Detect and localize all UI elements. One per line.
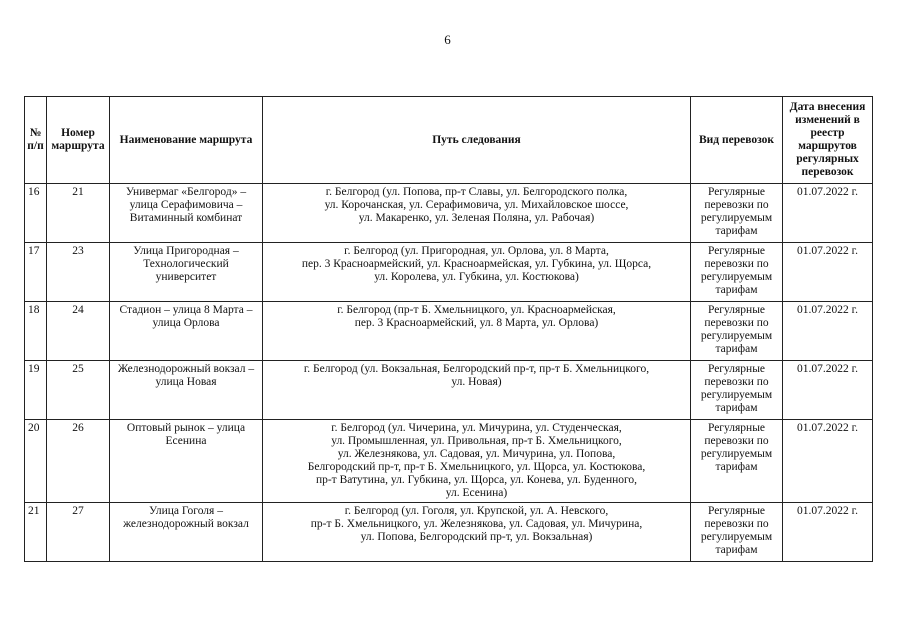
cell-num: 19 (25, 361, 47, 420)
path-line: г. Белгород (ул. Чичерина, ул. Мичурина, ул. Студенческая, (331, 422, 622, 434)
path-line: г. Белгород (ул. Пригородная, ул. Орлова, ул. 8 Марта, (344, 245, 609, 257)
cell-change-date: 01.07.2022 г. (783, 302, 873, 361)
path-line: ул. Попова, Белгородский пр-т, ул. Вокзальная) (360, 531, 593, 543)
cell-transport-type: Регулярные перевозки по регулируемым тарифам (691, 361, 783, 420)
cell-num: 21 (25, 503, 47, 562)
table-row (25, 503, 873, 562)
path-line: г. Белгород (ул. Попова, пр-т Славы, ул. Белгородского полка, (325, 186, 628, 198)
cell-route-name: Универмаг «Белгород» – улица Серафимовича – Витаминный комбинат (110, 184, 263, 243)
header-route-path: Путь следования (263, 97, 691, 184)
path-line: пер. 3 Красноармейский, ул. Красноармейская, ул. Губкина, ул. Щорса, (301, 258, 652, 270)
path-line: ул. Железнякова, ул. Садовая, ул. Мичурина, ул. Попова, (337, 448, 616, 460)
path-line: ул. Макаренко, ул. Зеленая Поляна, ул. Рабочая) (358, 212, 595, 224)
cell-transport-type: Регулярные перевозки по регулируемым тарифам (691, 184, 783, 243)
path-line: г. Белгород (пр-т Б. Хмельницкого, ул. Красноармейская, (337, 304, 616, 316)
path-line: ул. Корочанская, ул. Серафимовича, ул. Михайловское шоссе, (324, 199, 629, 211)
cell-route-name: Стадион – улица 8 Марта – улица Орлова (110, 302, 263, 361)
routes-table (24, 96, 873, 562)
cell-route-name: Железнодорожный вокзал – улица Новая (110, 361, 263, 420)
path-line: пр-т Б. Хмельницкого, ул. Железнякова, ул. Садовая, ул. Мичурина, (310, 518, 643, 530)
path-line: пер. 3 Красноармейский, ул. 8 Марта, ул. Орлова) (354, 317, 599, 329)
path-line: ул. Есенина) (445, 487, 508, 499)
table-row (25, 184, 873, 243)
cell-route-name: Улица Пригородная – Технологический университет (110, 243, 263, 302)
cell-route-path (263, 184, 691, 243)
cell-route-name: Оптовый рынок – улица Есенина (110, 420, 263, 503)
cell-change-date: 01.07.2022 г. (783, 503, 873, 562)
cell-num: 17 (25, 243, 47, 302)
header-num: № п/п (25, 97, 47, 184)
cell-route-path (263, 302, 691, 361)
header-route-number: Номер маршрута (47, 97, 110, 184)
cell-change-date: 01.07.2022 г. (783, 420, 873, 503)
cell-route-number: 25 (47, 361, 110, 420)
cell-change-date: 01.07.2022 г. (783, 243, 873, 302)
cell-route-number: 21 (47, 184, 110, 243)
cell-route-path (263, 420, 691, 503)
cell-route-number: 27 (47, 503, 110, 562)
cell-transport-type: Регулярные перевозки по регулируемым тарифам (691, 503, 783, 562)
cell-route-path (263, 503, 691, 562)
cell-route-path (263, 243, 691, 302)
header-route-name: Наименование маршрута (110, 97, 263, 184)
cell-num: 18 (25, 302, 47, 361)
table-row (25, 302, 873, 361)
cell-route-number: 23 (47, 243, 110, 302)
cell-change-date: 01.07.2022 г. (783, 184, 873, 243)
cell-transport-type: Регулярные перевозки по регулируемым тарифам (691, 302, 783, 361)
cell-route-number: 24 (47, 302, 110, 361)
path-line: ул. Новая) (451, 376, 502, 388)
cell-num: 20 (25, 420, 47, 503)
cell-route-path (263, 361, 691, 420)
cell-route-number: 26 (47, 420, 110, 503)
table-row (25, 420, 873, 503)
cell-transport-type: Регулярные перевозки по регулируемым тарифам (691, 420, 783, 503)
cell-route-name: Улица Гоголя – железнодорожный вокзал (110, 503, 263, 562)
cell-num: 16 (25, 184, 47, 243)
page-number: 6 (444, 32, 451, 47)
table-row (25, 361, 873, 420)
path-line: г. Белгород (ул. Гоголя, ул. Крупской, ул. А. Невского, (344, 505, 609, 517)
path-line: Белгородский пр-т, пр-т Б. Хмельницкого, ул. Щорса, ул. Костюкова, (307, 461, 646, 473)
header-change-date: Дата внесения изменений в реестр маршрутов регулярных перевозок (783, 97, 873, 184)
path-line: ул. Промышленная, ул. Привольная, пр-т Б. Хмельницкого, (331, 435, 622, 447)
table-header-row (25, 97, 873, 184)
path-line: пр-т Ватутина, ул. Губкина, ул. Щорса, ул. Конева, ул. Буденного, (315, 474, 638, 486)
path-line: г. Белгород (ул. Вокзальная, Белгородский пр-т, пр-т Б. Хмельницкого, (303, 363, 650, 375)
cell-change-date: 01.07.2022 г. (783, 361, 873, 420)
table-row (25, 243, 873, 302)
path-line: ул. Королева, ул. Губкина, ул. Костюкова) (374, 271, 579, 283)
cell-transport-type: Регулярные перевозки по регулируемым тарифам (691, 243, 783, 302)
header-transport-type: Вид перевозок (691, 97, 783, 184)
